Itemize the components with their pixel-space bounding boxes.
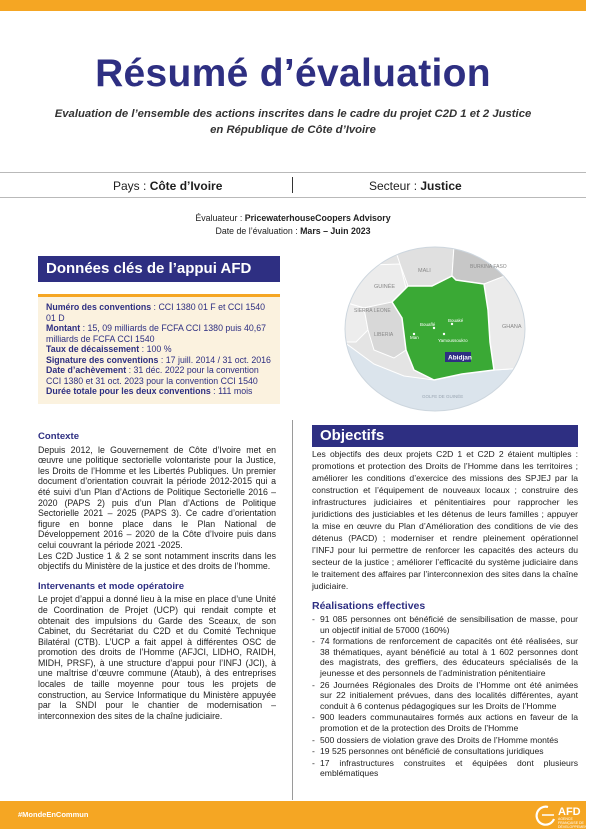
- left-column: [38, 432, 276, 721]
- evaluator-value: PricewaterhouseCoopers Advisory: [244, 213, 391, 223]
- list-item: - 26 Journées Régionales des Droits de l’Homme ont été animées sur 22 initialement prévues, dans des localités différentes, ayant conduit à 6 contenus pédagogiques sur les Droits de l’Homme: [312, 680, 578, 712]
- key-data-label: Signature des conventions: [46, 354, 159, 365]
- list-item: - 500 dossiers de violation grave des Droits de l’Homme montés: [312, 735, 578, 746]
- evaluator-label: Évaluateur :: [195, 213, 245, 223]
- subtitle-line-2: en République de Côte d’Ivoire: [210, 124, 376, 136]
- key-data-item: [46, 386, 272, 397]
- context-heading: Contexte: [38, 431, 80, 442]
- key-data-item: [46, 344, 272, 355]
- footer-hashtag: #MondeEnCommun: [18, 810, 89, 819]
- objectives-heading: Objectifs: [312, 425, 578, 447]
- list-item: - 19 525 personnes ont bénéficié de consultations juridiques: [312, 746, 578, 757]
- map-label-golfe: GOLFE DE GUINÉE: [422, 394, 464, 399]
- key-data-item: [46, 355, 272, 366]
- achievements-list: [312, 614, 578, 779]
- key-data-value: : 17 juill. 2014 / 31 oct. 2016: [158, 354, 271, 365]
- key-data-value: : 15, 09 milliards de FCFA CCI 1380 puis 40,67 milliards de FCFA CCI 1540: [46, 323, 267, 344]
- map-label-guinee: GUINÉE: [374, 284, 396, 290]
- sector-field: [369, 179, 462, 193]
- country-sector-bar: [0, 172, 586, 198]
- cote-divoire-map: [344, 246, 526, 412]
- country-value: Côte d’Ivoire: [149, 179, 223, 193]
- key-data-label: Montant: [46, 323, 81, 333]
- key-data-box: [38, 294, 280, 404]
- map-label-abidjan: Abidjan: [448, 354, 472, 362]
- key-data-item: [46, 365, 272, 386]
- subtitle-line-1: Evaluation de l’ensemble des actions inscrites dans le cadre du projet C2D 1 et 2 Justice: [54, 108, 532, 120]
- key-data-label: Numéro des conventions: [46, 302, 152, 312]
- map-label-mali: MALI: [418, 268, 431, 274]
- top-accent-bar: [0, 0, 586, 11]
- footer-bar: [0, 801, 589, 829]
- key-data-value: : 31 déc. 2022 pour la convention CCI 1380 et 31 oct. 2023 pour la convention CCI 1540: [46, 365, 259, 386]
- key-data-label: Durée totale pour les deux conventions: [46, 386, 211, 396]
- context-text-2: Les C2D Justice 1 & 2 se sont notamment inscrits dans les objectifs du Ministère de la justice et des droits de l’homme.: [38, 550, 276, 572]
- map-label-liberia: LIBERIA: [374, 332, 394, 338]
- list-item: - 91 085 personnes ont bénéficié de sensibilisation de masse, pour un objectif initial de 57000 (160%): [312, 614, 578, 635]
- afd-logo-text: AFD: [558, 806, 581, 818]
- map-dot-bouafle: [433, 327, 435, 329]
- key-data-value: : 100 %: [139, 344, 172, 354]
- evaluation-date-line: [0, 225, 586, 238]
- country-label: Pays :: [113, 179, 150, 193]
- stakeholders-heading: Intervenants et mode opératoire: [38, 580, 185, 592]
- map-dot-yamoussoukro: [443, 333, 445, 335]
- page-subtitle: [40, 106, 546, 138]
- evaluation-meta: [0, 212, 586, 238]
- stakeholders-text: Le projet d’appui a donné lieu à la mise en place d’une Unité de Coordination de Projet (UCP) qui rendait compte et obtenait des impulsions du Garde des Sceaux, de son Cabinet, du Secrétariat du C2D et du Comité Technique Bilatéral (CTB). L’UCP a fait appel à différentes OSC de promotion des droits de l’Homme (AFJCI, LIDHO, RAIDH, MIDH, PRSF), à une structure d’appui pour l’INFJ (JCI), à une maîtrise d’œuvre commune (Ataub), à des entreprises locales de taille moyenne pour tous les projets de construction, au Service Informatique du Ministère appuyée par la SNDI pour le chantier de modernisation – interconnexion des sites de la chaîne judiciaire.: [38, 594, 276, 721]
- evaluation-date-value: Mars – Juin 2023: [300, 226, 371, 236]
- list-item: - 900 leaders communautaires formés aux actions en faveur de la promotion et de la protection des Droits de l’Homme: [312, 712, 578, 733]
- evaluation-date-label: Date de l’évaluation :: [215, 226, 301, 236]
- map-dot-bouake: [451, 323, 453, 325]
- map-label-ghana: GHANA: [502, 324, 522, 330]
- column-divider: [292, 420, 293, 800]
- list-item: - 74 formations de renforcement de capacités ont été réalisées, sur 38 thématiques, ayant bénéficié au total à 1 602 personnes dont des magistrats, des greffiers, des éducateurs spécialisés de la jeunesse et des personnels de l’administration pénitentiaire: [312, 636, 578, 678]
- map-label-yamoussoukro: Yamoussoukro: [438, 338, 468, 343]
- key-data-item: [46, 302, 272, 323]
- map-label-man: Man: [410, 335, 419, 340]
- objectives-text: Les objectifs des deux projets C2D 1 et C2D 2 étaient multiples : promotions et protection des Droits de l’Homme dans les territoires ; améliorer les conditions d’exercice des missions des SPJEJ par la construction et l’équipement de nouveaux locaux ; construire des infrastructures judiciaires et pénitentiaires pour rapprocher les juridictions des justiciables et les détenus de leurs familles ; appuyer la mise en œuvre du Plan d’Amélioration des conditions de vie des détenus (PACD) ; moderniser et rendre pleinement opérationnel l’INFJ pour lui permettre de renforcer les capacités des acteurs du secteur de la justice ; améliorer l’efficacité du système judiciaire dans le traitement des affaires par l’interconnexion des sites dans la chaîne judiciaire.: [312, 449, 578, 591]
- map-label-burkina: BURKINA FASO: [470, 264, 507, 270]
- page-title: Résumé d’évaluation: [95, 52, 491, 95]
- key-data-heading: Données clés de l’appui AFD: [38, 256, 280, 282]
- key-data-value: : 111 mois: [210, 386, 253, 396]
- key-data-item: [46, 323, 272, 344]
- context-text: Depuis 2012, le Gouvernement de Côte d’Ivoire met en œuvre une politique sectorielle volontariste pour la Justice, les Droits de l’Homme et les Libertés Publiques. Un premier document d’orientation couvrait la période 2012-2015 qui a été suivi d’un Plan d’Actions de Politique Sectorielle 2016 – 2020 (PAPS 2) puis d’un Plan d’Actions de Politique Sectorielle 2021 – 2025 (PAPS 3). Ce cadre d’orientation figure en bonne place dans le Plan National de Développement 2016 – 2020 de la Côte d’Ivoire puis dans celui couvrant la période 2021 -2025.: [38, 444, 276, 550]
- infobar-divider: [292, 177, 293, 193]
- list-item: - 17 infrastructures construites et équipées dont plusieurs emblématiques: [312, 758, 578, 779]
- key-data-value: : CCI 1380 01 F et CCI 1540 01 D: [46, 302, 266, 323]
- key-data-label: Taux de décaissement: [46, 344, 140, 354]
- country-field: [113, 179, 222, 193]
- sector-label: Secteur :: [369, 179, 421, 193]
- map-label-bouake: Bouaké: [448, 318, 464, 323]
- evaluator-line: [0, 212, 586, 225]
- map-label-bouafle: Bouaflé: [420, 322, 436, 327]
- sector-value: Justice: [420, 179, 462, 193]
- key-data-label: Date d’achèvement: [46, 365, 127, 375]
- map-label-sierra: SIERRA LEONE: [354, 308, 391, 314]
- achievements-heading: Réalisations effectives: [312, 600, 426, 612]
- right-column: [312, 448, 578, 780]
- afd-logo-subtitle: AGENCE FRANÇAISE DE DÉVELOPPEMENT: [558, 817, 589, 829]
